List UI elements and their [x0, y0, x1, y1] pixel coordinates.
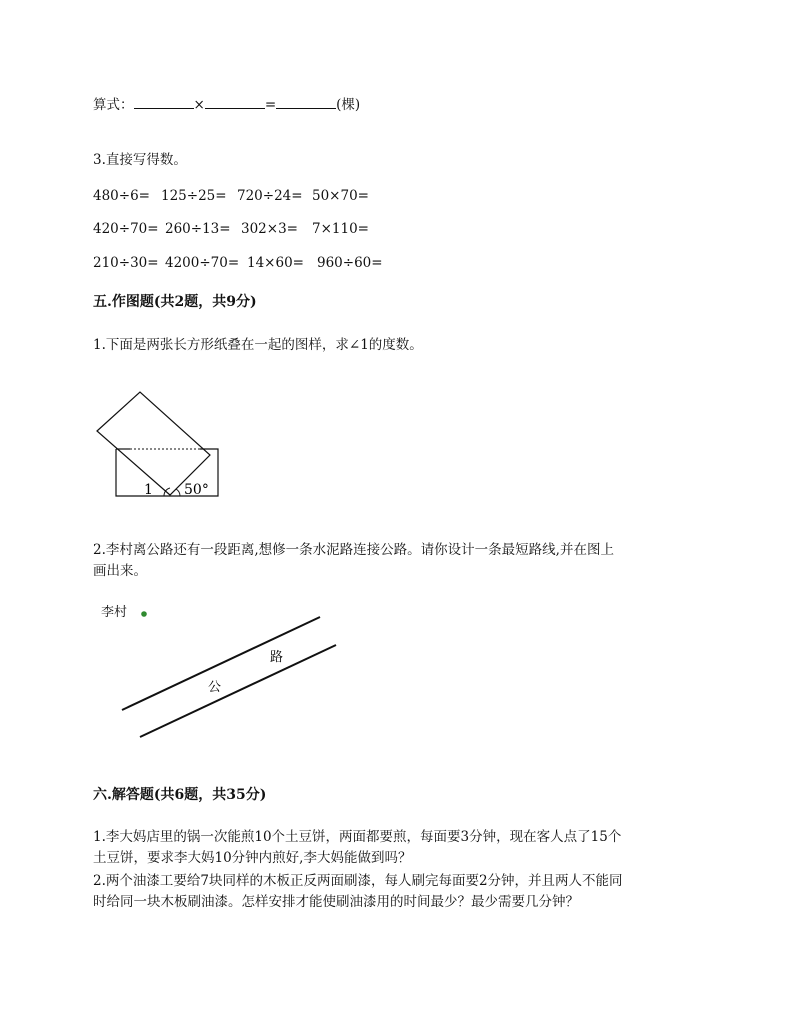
math-item: 302×3= [241, 221, 298, 237]
section5-q2-line2: 画出来。 [93, 563, 147, 579]
road-figure [110, 600, 350, 750]
road-edge-lower [140, 645, 336, 737]
road-char-lu: 路 [270, 650, 284, 665]
section6-q1-line1: 1.李大妈店里的锅一次能煎10个土豆饼，两面都要煎，每面要3分钟，现在客人点了15个 [93, 829, 622, 845]
math-item: 4200÷70= [165, 255, 240, 271]
math-item: 125÷25= [161, 188, 227, 204]
section6-q2-line2: 时给同一块木板刷油漆。怎样安排才能使刷油漆用的时间最少？最少需要几分钟？ [93, 894, 579, 910]
overlap-rectangles-figure [92, 385, 232, 505]
math-item: 7×110= [312, 221, 369, 237]
tilted-rectangle [97, 392, 210, 495]
math-item: 260÷13= [165, 221, 231, 237]
answer-blank-3[interactable] [276, 94, 336, 109]
village-label: 李村 [101, 605, 128, 620]
answer-blank-2[interactable] [205, 94, 265, 109]
math-item: 50×70= [312, 188, 369, 204]
math-item: 14×60= [247, 255, 304, 271]
equals-sign: = [264, 97, 277, 113]
formula-line [93, 94, 360, 115]
answer-blank-1[interactable] [134, 94, 194, 109]
angle-50-label: 50° [184, 482, 209, 498]
q3-title: 3.直接写得数。 [93, 152, 187, 168]
math-item: 420÷70= [93, 221, 159, 237]
section5-heading: 五.作图题(共2题，共9分) [93, 294, 257, 310]
section6-q1-line2: 土豆饼，要求李大妈10分钟内煎好,李大妈能做到吗？ [93, 850, 412, 866]
math-item: 210÷30= [93, 255, 159, 271]
math-item: 720÷24= [237, 188, 303, 204]
section6-q2-line1: 2.两个油漆工要给7块同样的木板正反两面刷漆，每人刷完每面要2分钟，并且两人不能同 [93, 873, 623, 889]
math-item: 480÷6= [93, 188, 150, 204]
formula-label: 算式： [93, 97, 134, 113]
village-dot [141, 611, 147, 617]
section5-q2-line1: 2.李村离公路还有一段距离,想修一条水泥路连接公路。请你设计一条最短路线,并在图上 [93, 542, 614, 558]
math-item: 960÷60= [317, 255, 383, 271]
times-sign: × [193, 97, 205, 113]
unit-label: (棵) [336, 97, 361, 113]
section6-heading: 六.解答题(共6题，共35分) [93, 787, 267, 803]
angle-50-arc [176, 489, 180, 496]
angle-1-label: 1 [144, 482, 153, 498]
section5-q1: 1.下面是两张长方形纸叠在一起的图样，求∠1的度数。 [93, 337, 423, 353]
road-char-gong: 公 [208, 680, 222, 695]
road-edge-upper [122, 617, 320, 710]
